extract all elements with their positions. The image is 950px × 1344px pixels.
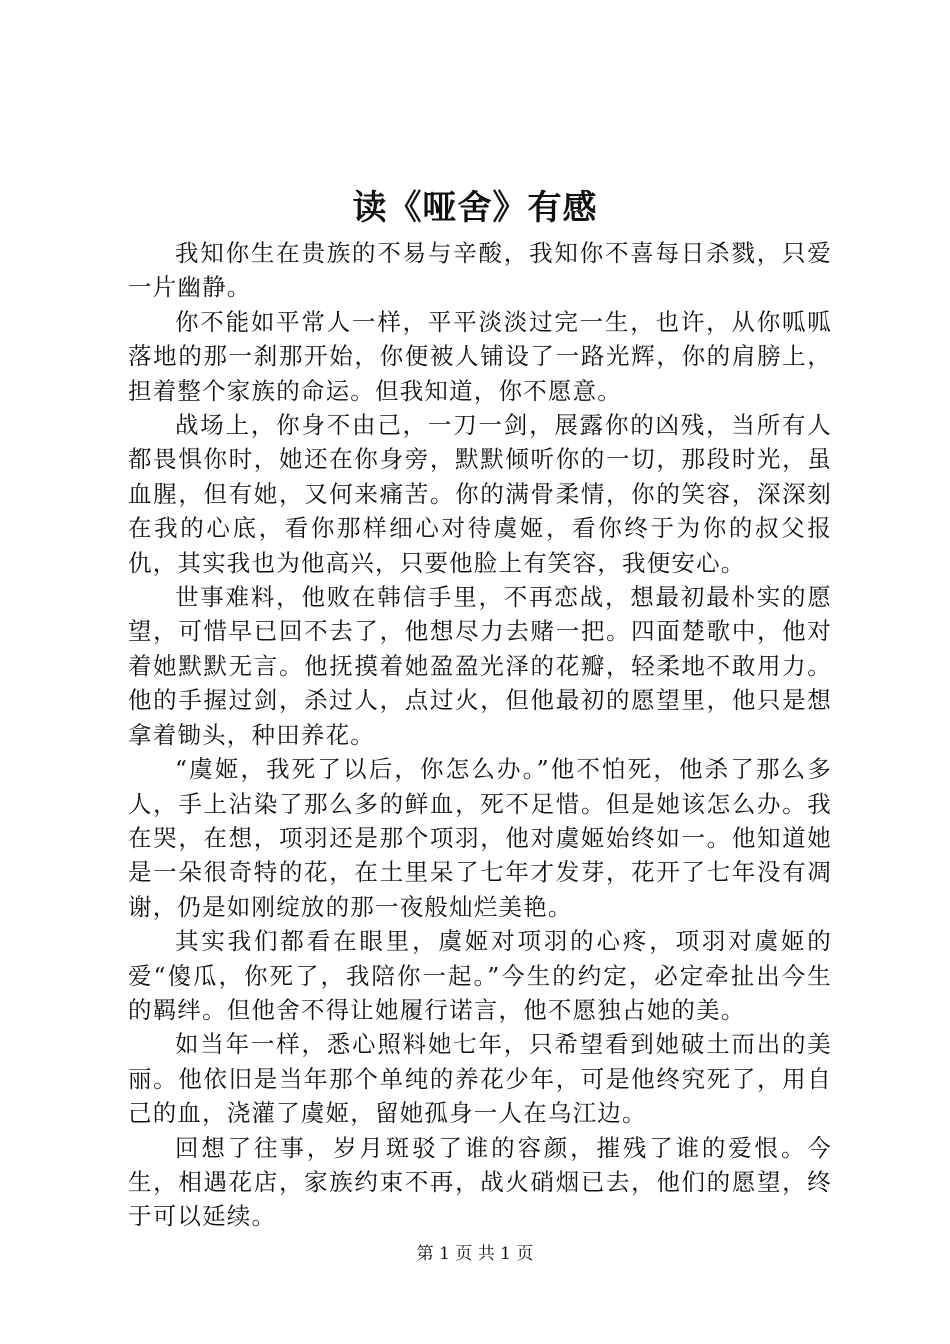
paragraph-2: 你不能如平常人一样，平平淡淡过完一生，也许，从你呱呱落地的那一刹那开始，你便被人铺设了一路光辉，你的肩膀上，担着整个家族的命运。但我知道，你不愿意。 xyxy=(128,307,832,405)
document-title: 读《哑舍》有感 xyxy=(352,188,598,228)
paragraph-5: “虞姬，我死了以后，你怎么办。”他不怕死，他杀了那么多人，手上沾染了那么多的鲜血，死不足惜。但是她该怎么办。我在哭，在想，项羽还是那个项羽，他对虞姬始终如一。他知道她是一朵很奇特的花，在土里呆了七年才发芽，花开了七年没有凋谢，仍是如刚绽放的那一夜般灿烂美艳。 xyxy=(128,755,832,921)
paragraph-3: 战场上，你身不由己，一刀一剑，展露你的凶残，当所有人都畏惧你时，她还在你身旁，默默倾听你的一切，那段时光，虽血腥，但有她，又何来痛苦。你的满骨柔情，你的笑容，深深刻在我的心底，看你那样细心对待虞姬，看你终于为你的叔父报仇，其实我也为他高兴，只要他脸上有笑容，我便安心。 xyxy=(128,411,832,577)
document-body xyxy=(128,236,832,1234)
paragraph-1: 我知你生在贵族的不易与辛酸，我知你不喜每日杀戮，只爱一片幽静。 xyxy=(128,239,832,302)
paragraph-8: 回想了往事，岁月斑驳了谁的容颜，摧残了谁的爱恨。今生，相遇花店，家族约束不再，战火硝烟已去，他们的愿望，终于可以延续。 xyxy=(128,1133,832,1231)
paragraph-6: 其实我们都看在眼里，虞姬对项羽的心疼，项羽对虞姬的爱“傻瓜，你死了，我陪你一起。”今生的约定，必定牵扯出今生的羁绊。但他舍不得让她履行诺言，他不愿独占她的美。 xyxy=(128,927,832,1024)
page-footer: 第 1 页 共 1 页 xyxy=(416,1244,534,1264)
paragraph-4: 世事难料，他败在韩信手里，不再恋战，想最初最朴实的愿望，可惜早已回不去了，他想尽力去赌一把。四面楚歌中，他对着她默默无言。他抚摸着她盈盈光泽的花瓣，轻柔地不敢用力。他的手握过剑，杀过人，点过火，但他最初的愿望里，他只是想拿着锄头，种田养花。 xyxy=(128,583,832,749)
paragraph-7: 如当年一样，悉心照料她七年，只希望看到她破土而出的美丽。他依旧是当年那个单纯的养花少年，可是他终究死了，用自己的血，浇灌了虞姬，留她孤身一人在乌江边。 xyxy=(128,1030,832,1128)
